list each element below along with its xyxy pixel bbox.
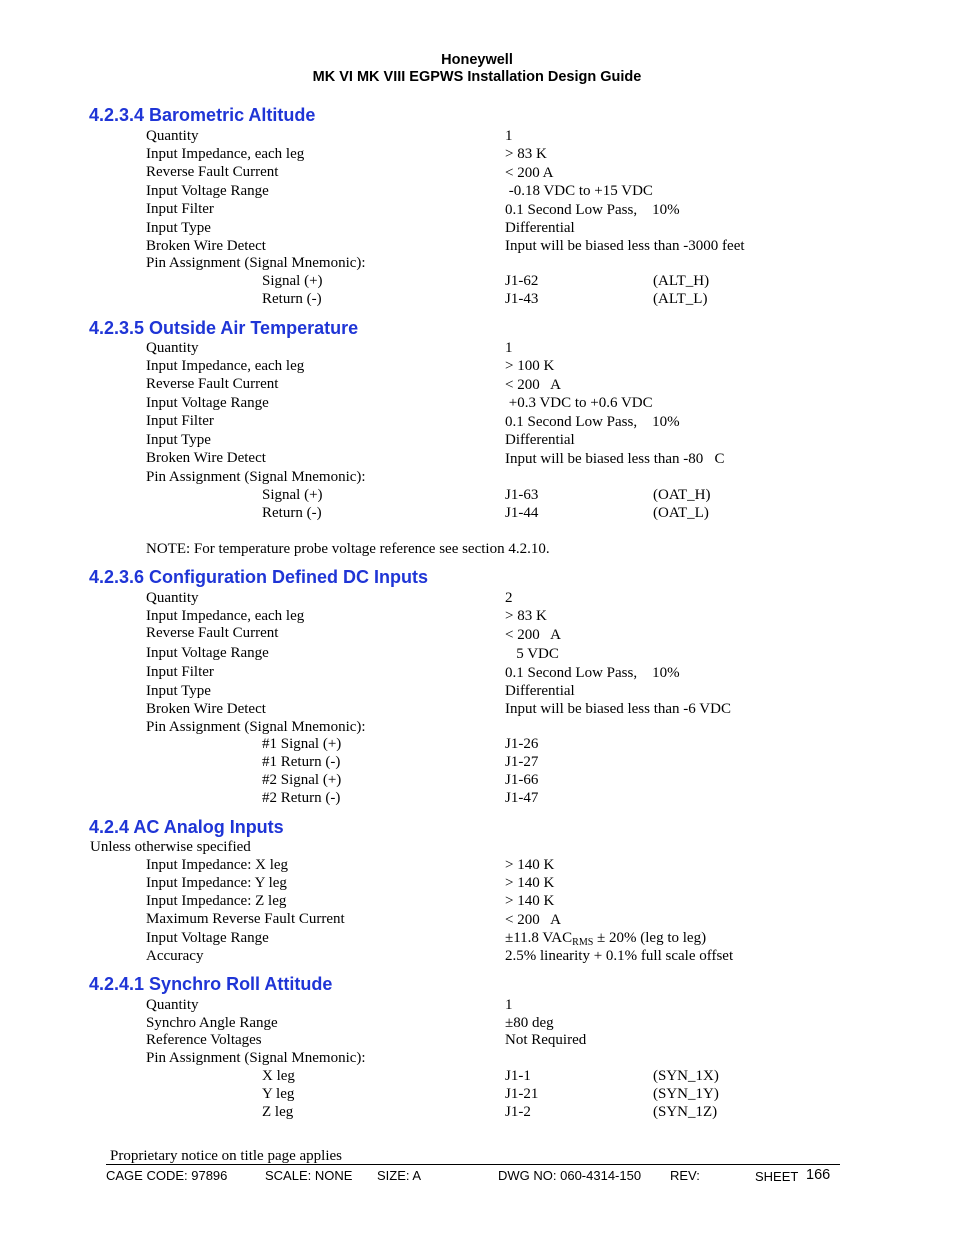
row-label: Input Voltage Range: [146, 395, 269, 411]
row-value: 0.1 Second Low Pass, 10%: [505, 202, 680, 218]
row-label: Quantity: [146, 590, 199, 606]
row-value: 0.1 Second Low Pass, 10%: [505, 414, 680, 430]
scale: SCALE: NONE: [265, 1168, 353, 1183]
row-label: Reverse Fault Current: [146, 376, 279, 392]
pin-number: J1-21: [505, 1086, 539, 1102]
pin-mnemonic: (SYN_1Z): [653, 1104, 718, 1120]
pin-label: #2 Signal (+): [262, 772, 342, 788]
footer-rule: [106, 1164, 840, 1165]
voltage-tail: ± 20% (leg to leg): [593, 930, 707, 946]
row-value: 0.1 Second Low Pass, 10%: [505, 665, 680, 681]
row-value: Input will be biased less than -3000 feet: [505, 238, 745, 254]
pin-label: Signal (+): [262, 273, 323, 289]
section-heading-baro: 4.2.3.4 Barometric Altitude: [89, 105, 316, 125]
pin-label: Return (-): [262, 505, 322, 521]
voltage-main: ±11.8 VAC: [505, 930, 573, 946]
pin-label: #2 Return (-): [262, 790, 341, 806]
row-label: Input Impedance, each leg: [146, 146, 305, 162]
pin-label: #1 Signal (+): [262, 736, 342, 752]
row-label: Pin Assignment (Signal Mnemonic):: [146, 469, 366, 485]
row-label: Input Type: [146, 432, 211, 448]
section-intro: Unless otherwise specified: [90, 839, 251, 855]
row-label: Input Filter: [146, 413, 214, 429]
row-label: Input Filter: [146, 201, 214, 217]
pin-number: J1-43: [505, 291, 539, 307]
row-label: Quantity: [146, 997, 199, 1013]
row-value: Input will be biased less than -6 VDC: [505, 701, 731, 717]
row-label: Input Filter: [146, 664, 214, 680]
row-value: 1: [505, 128, 513, 144]
sheet-label: SHEET: [755, 1169, 799, 1184]
pin-label: #1 Return (-): [262, 754, 341, 770]
row-label: Maximum Reverse Fault Current: [146, 911, 345, 927]
row-label: Input Type: [146, 220, 211, 236]
row-value: ±80 deg: [505, 1015, 554, 1031]
pin-mnemonic: (OAT_L): [653, 505, 709, 521]
row-value: +0.3 VDC to +0.6 VDC: [505, 395, 653, 411]
row-label: Input Impedance, each leg: [146, 358, 305, 374]
pin-mnemonic: (ALT_H): [653, 273, 710, 289]
row-label: Reference Voltages: [146, 1032, 262, 1048]
row-value: < 200 A: [505, 627, 561, 643]
pin-mnemonic: (ALT_L): [653, 291, 708, 307]
proprietary-notice: Proprietary notice on title page applies: [110, 1148, 343, 1164]
pin-mnemonic: (SYN_1Y): [653, 1086, 719, 1102]
row-value: Differential: [505, 220, 575, 236]
row-label: Input Impedance: X leg: [146, 857, 289, 873]
row-label: Input Type: [146, 683, 211, 699]
row-value: < 200 A: [505, 912, 561, 928]
row-label: Accuracy: [146, 948, 204, 964]
pin-mnemonic: (SYN_1X): [653, 1068, 719, 1084]
row-value: 2: [505, 590, 513, 606]
row-label: Input Impedance, each leg: [146, 608, 305, 624]
row-label: Input Voltage Range: [146, 930, 269, 946]
row-label: Input Impedance: Y leg: [146, 875, 287, 891]
note-text: NOTE: For temperature probe voltage reference see section 4.2.10.: [146, 541, 550, 557]
row-value: > 140 K: [505, 857, 555, 873]
row-label: Input Impedance: Z leg: [146, 893, 287, 909]
drawing-number: DWG NO: 060-4314-150: [498, 1168, 642, 1183]
pin-number: J1-66: [505, 772, 539, 788]
revision: REV:: [670, 1168, 700, 1183]
pin-mnemonic: (OAT_H): [653, 487, 711, 503]
row-value: > 140 K: [505, 875, 555, 891]
row-label: Pin Assignment (Signal Mnemonic):: [146, 1050, 366, 1066]
row-value: > 83 K: [505, 608, 547, 624]
row-label: Reverse Fault Current: [146, 625, 279, 641]
voltage-subscript: RMS: [572, 937, 594, 948]
row-label: Synchro Angle Range: [146, 1015, 278, 1031]
pin-label: X leg: [262, 1068, 295, 1084]
row-label: Reverse Fault Current: [146, 164, 279, 180]
row-label: Pin Assignment (Signal Mnemonic):: [146, 719, 366, 735]
row-value: 5 VDC: [505, 646, 559, 662]
sheet-number: 166: [806, 1167, 831, 1183]
cage-code: CAGE CODE: 97896: [106, 1168, 228, 1183]
row-label: Broken Wire Detect: [146, 701, 266, 717]
row-value: Input will be biased less than -80 C: [505, 451, 725, 467]
pin-number: J1-1: [505, 1068, 531, 1084]
section-heading-oat: 4.2.3.5 Outside Air Temperature: [89, 318, 359, 338]
pin-number: J1-47: [505, 790, 539, 806]
row-value: > 83 K: [505, 146, 547, 162]
header-company: Honeywell: [441, 52, 513, 68]
row-label: Input Voltage Range: [146, 645, 269, 661]
row-label: Quantity: [146, 340, 199, 356]
row-value: -0.18 VDC to +15 VDC: [505, 183, 653, 199]
pin-label: Y leg: [262, 1086, 295, 1102]
row-label: Broken Wire Detect: [146, 450, 266, 466]
row-value: 1: [505, 997, 513, 1013]
size: SIZE: A: [377, 1168, 422, 1183]
section-heading-ac: 4.2.4 AC Analog Inputs: [89, 817, 284, 837]
pin-number: J1-26: [505, 736, 539, 752]
pin-label: Z leg: [262, 1104, 294, 1120]
pin-label: Signal (+): [262, 487, 323, 503]
row-value: Not Required: [505, 1032, 587, 1048]
row-value: > 100 K: [505, 358, 555, 374]
section-heading-config: 4.2.3.6 Configuration Defined DC Inputs: [89, 567, 429, 587]
pin-number: J1-63: [505, 487, 539, 503]
row-label: Broken Wire Detect: [146, 238, 266, 254]
row-label: Quantity: [146, 128, 199, 144]
pin-label: Return (-): [262, 291, 322, 307]
row-value: < 200 A: [505, 377, 561, 393]
pin-number: J1-27: [505, 754, 539, 770]
row-value: < 200 A: [505, 165, 554, 181]
row-value: > 140 K: [505, 893, 555, 909]
row-value: 2.5% linearity + 0.1% full scale offset: [505, 948, 734, 964]
pin-number: J1-62: [505, 273, 539, 289]
row-label: Pin Assignment (Signal Mnemonic):: [146, 255, 366, 271]
header-title: MK VI MK VIII EGPWS Installation Design Guide: [312, 69, 642, 85]
row-value: Differential: [505, 683, 575, 699]
pin-number: J1-2: [505, 1104, 531, 1120]
row-value: 1: [505, 340, 513, 356]
row-value: Differential: [505, 432, 575, 448]
pin-number: J1-44: [505, 505, 539, 521]
row-label: Input Voltage Range: [146, 183, 269, 199]
section-heading-synchro: 4.2.4.1 Synchro Roll Attitude: [89, 974, 333, 994]
